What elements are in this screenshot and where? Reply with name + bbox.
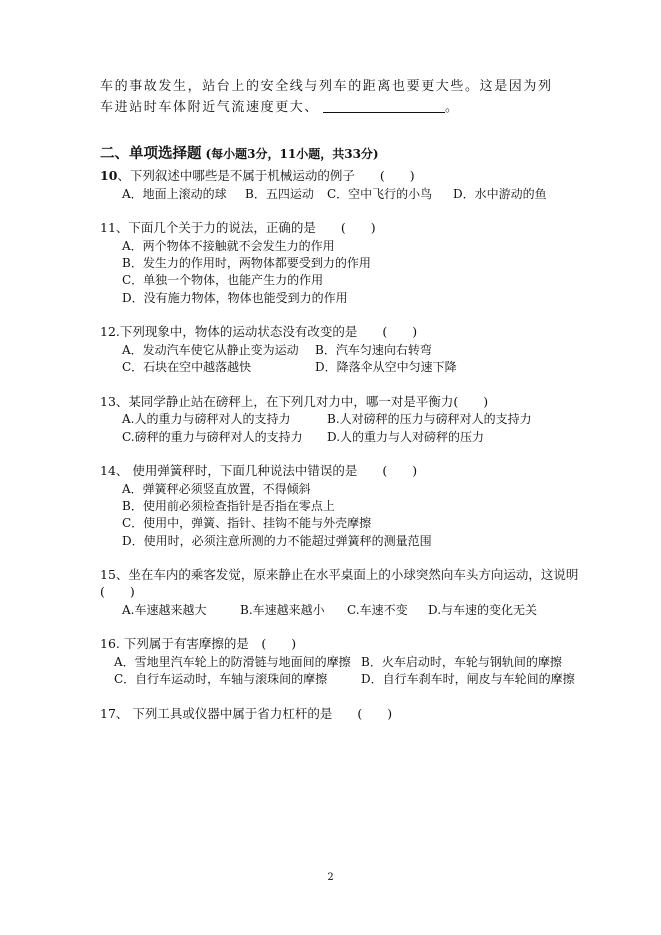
question-15-paren: ( ): [100, 584, 135, 599]
option-d: D．没有施力物体，物体也能受到力的作用: [122, 291, 348, 305]
section-title-text: 二、单项选择题: [100, 145, 202, 162]
question-number: 10: [100, 168, 118, 183]
question-text: 、某同学静止站在磅秤上，在下列几对力中，哪一对是平衡力( ): [115, 394, 489, 409]
intro-line-1: 车的事故发生，站台上的安全线与列车的距离也要更大些。这是因为列: [100, 79, 553, 94]
option-b: B.车速越来越小: [240, 603, 325, 617]
option-c: C．空中飞行的小鸟: [327, 187, 433, 201]
page-number: 2: [327, 872, 334, 883]
question-number: 17: [100, 706, 116, 721]
option-a: A．雪地里汽车轮上的防滑链与地面间的摩擦: [114, 655, 351, 669]
option-c: C．使用中，弹簧、指针、挂钩不能与外壳摩擦: [122, 516, 372, 530]
question-text: 、 使用弹簧秤时，下面几种说法中错误的是 ( ): [115, 463, 418, 478]
intro-line-2-text: 车进站时车体附近气流速度更大、: [100, 100, 320, 115]
option-a: A．两个物体不接触就不会发生力的作用: [122, 239, 335, 253]
section-title: [100, 142, 379, 163]
section-note: (每小题3分，11小题，共33分): [205, 147, 379, 161]
option-d: D．水中游动的鱼: [453, 187, 547, 201]
question-text: 、坐在车内的乘客发觉，原来静止在水平桌面上的小球突然向车头方向运动，这说明: [115, 567, 579, 582]
question-number: 14: [100, 463, 116, 478]
option-d: D．降落伞从空中匀速下降: [315, 360, 457, 374]
question-number: 16: [100, 636, 116, 651]
option-c: C.磅秤的重力与磅秤对人的支持力: [122, 430, 303, 444]
intro-line-2: [100, 100, 460, 116]
question-11: [100, 220, 376, 236]
option-b: B．发生力的作用时，两物体都要受到力的作用: [122, 256, 371, 270]
question-15: [100, 567, 578, 583]
option-a: A．地面上滚动的球: [122, 187, 227, 201]
option-c: C．单独一个物体，也能产生力的作用: [122, 273, 324, 287]
question-text: 、下列叙述中哪些是不属于机械运动的例子 ( ): [117, 168, 415, 183]
question-10: [100, 168, 415, 184]
option-d: D．自行车刹车时，闸皮与车轮间的摩擦: [361, 672, 575, 686]
option-b: B．五四运动: [245, 187, 314, 201]
option-c: C．自行车运动时，车轴与滚珠间的摩擦: [114, 672, 328, 686]
question-number: 11: [100, 220, 116, 235]
option-a: A．弹簧秤必须竖直放置，不得倾斜: [122, 482, 311, 496]
question-text: 、下面几个关于力的说法，正确的是 ( ): [115, 220, 376, 235]
option-d: D.人的重力与人对磅秤的压力: [327, 430, 485, 444]
option-b: B．使用前必须检查指针是否指在零点上: [122, 499, 335, 513]
option-a: A.人的重力与磅秤对人的支持力: [122, 412, 291, 426]
answer-blank[interactable]: [323, 100, 445, 113]
question-text: . 下列属于有害摩擦的是 ( ): [115, 636, 297, 651]
option-c: C．石块在空中越落越快: [122, 360, 252, 374]
question-text: .下列现象中，物体的运动状态没有改变的是 ( ): [115, 324, 418, 339]
option-b: B．汽车匀速向右转弯: [315, 343, 432, 357]
option-a: A.车速越来越大: [122, 603, 207, 617]
question-text: 、 下列工具或仪器中属于省力杠杆的是 ( ): [115, 706, 393, 721]
option-c: C.车速不变: [347, 603, 408, 617]
question-17: [100, 706, 392, 722]
question-13: [100, 394, 488, 410]
question-12: [100, 324, 417, 340]
question-number: 12: [100, 324, 116, 339]
question-number: 15: [100, 567, 116, 582]
intro-line-2-end: 。: [445, 100, 460, 115]
option-d: D．使用时，必须注意所测的力不能超过弹簧秤的测量范围: [122, 534, 432, 548]
question-number: 13: [100, 394, 116, 409]
question-14: [100, 463, 417, 479]
option-b: B.人对磅秤的压力与磅秤对人的支持力: [327, 412, 532, 426]
option-d: D.与车速的变化无关: [428, 603, 538, 617]
option-b: B．火车启动时，车轮与钢轨间的摩擦: [361, 655, 562, 669]
option-a: A．发动汽车使它从静止变为运动: [122, 343, 299, 357]
question-16: [100, 636, 296, 652]
